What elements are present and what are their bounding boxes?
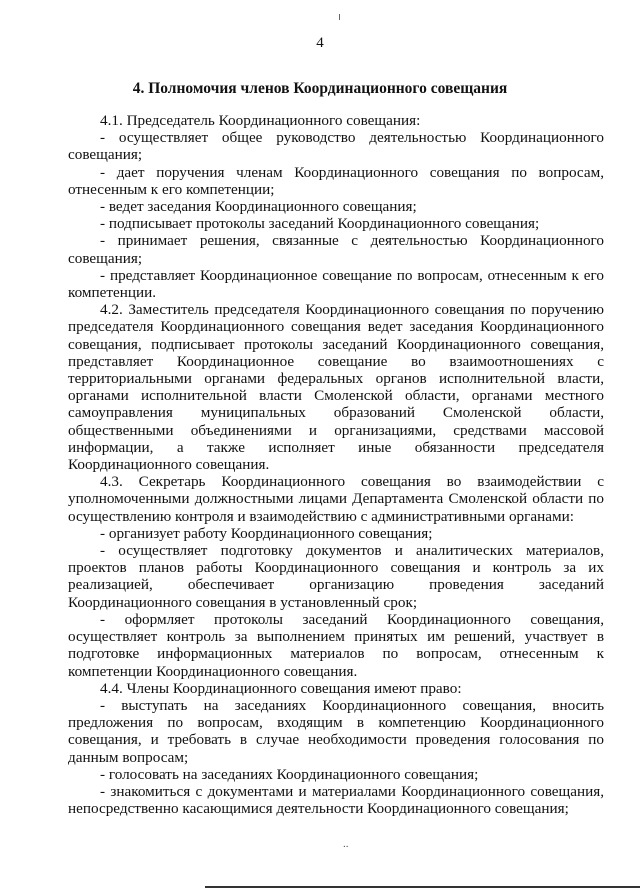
paragraph: 4.4. Члены Координационного совещания имеют право: xyxy=(100,679,462,697)
paragraph: - принимает решения, связанные с деятельностью Координационного совещания; xyxy=(68,232,604,267)
paragraph: - осуществляет общее руководство деятельностью Координационного совещания; xyxy=(68,129,604,164)
paragraph: 4.1. Председатель Координационного совещания: xyxy=(100,112,421,129)
document-body xyxy=(68,112,604,817)
paragraph: 4.2. Заместитель председателя Координационного совещания по поручению председателя Координационного совещания ведет заседания Координационного совещания, подписывает протоколы заседаний Координационного совещания, представляет Координационное совещание во взаимоотношениях с территориальными органами федеральных органов исполнительной власти, органами исполнительной власти Смоленской области, органами местного самоуправления муниципальных образований Смоленской области, общественными объединениями и организациями, средствами массовой информации, а также исполняет иные обязанности председателя Координационного совещания. xyxy=(68,301,604,474)
paragraph: - осуществляет подготовку документов и аналитических материалов, проектов планов работы Координационного совещания и контроль за их реализацией, обеспечивает организацию проведения заседаний Координационного совещания в установленный срок; xyxy=(68,542,604,611)
paragraph: - ведет заседания Координационного совещания; xyxy=(100,198,417,216)
paragraph: - оформляет протоколы заседаний Координационного совещания, осуществляет контроль за выполнением принятых им решений, участвует в подготовке информационных материалов по вопросам, отнесенным к компетенции Координационного совещания. xyxy=(68,610,604,680)
paragraph: - подписывает протоколы заседаний Координационного совещания; xyxy=(100,215,540,233)
scan-edge-line xyxy=(205,886,640,888)
paragraph: - дает поручения членам Координационного совещания по вопросам, отнесенным к его компетенции; xyxy=(68,163,604,198)
paragraph: - знакомиться с документами и материалами Координационного совещания, непосредственно касающимися деятельности Координационного совещания; xyxy=(68,782,604,818)
paragraph: - организует работу Координационного совещания; xyxy=(100,524,433,542)
scan-mark xyxy=(339,14,340,20)
paragraph: - выступать на заседаниях Координационного совещания, вносить предложения по вопросам, входящим в компетенцию Координационного совещания, и требовать в случае необходимости проведения голосования по данным вопросам; xyxy=(68,696,604,766)
section-heading: 4. Полномочия членов Координационного совещания xyxy=(132,80,508,97)
scan-mark: .. xyxy=(343,838,349,850)
paragraph: - голосовать на заседаниях Координационного совещания; xyxy=(100,765,479,783)
page-number: 4 xyxy=(316,35,324,51)
paragraph: - представляет Координационное совещание по вопросам, отнесенным к его компетенции. xyxy=(68,266,604,302)
paragraph: 4.3. Секретарь Координационного совещания во взаимодействии с уполномоченными должностными лицами Департамента Смоленской области по осуществлению контроля и взаимодействию с административными органами: xyxy=(68,473,604,525)
